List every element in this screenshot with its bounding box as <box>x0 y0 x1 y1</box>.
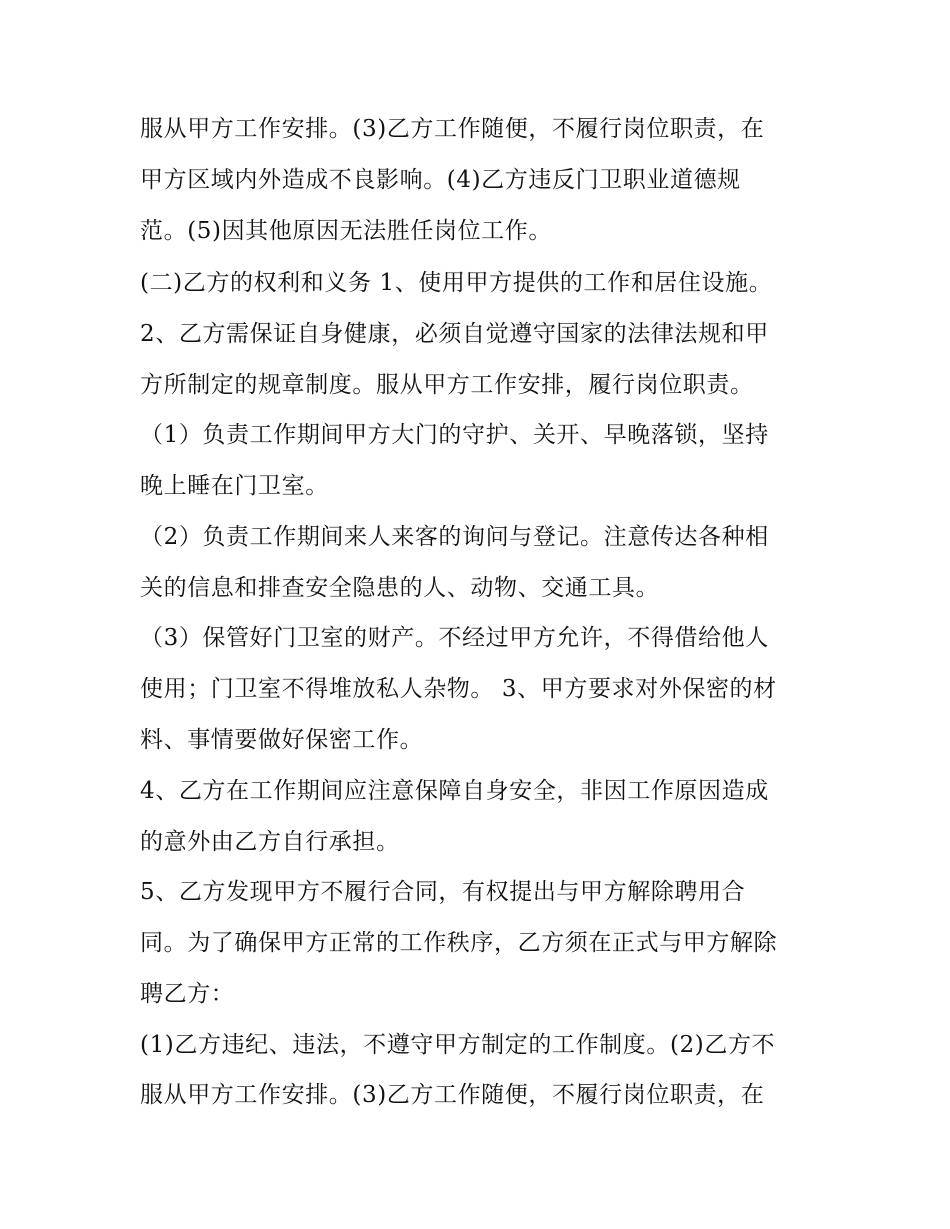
text-line: 使用；门卫室不得堆放私人杂物。 3、甲方要求对外保密的材 <box>140 676 777 702</box>
text-line: (二)乙方的权利和义务 1、使用甲方提供的工作和居住设施。 <box>140 270 773 296</box>
text-line: 服从甲方工作安排。(3)乙方工作随便，不履行岗位职责，在 <box>140 1082 765 1108</box>
text-line: （1）负责工作期间甲方大门的守护、关开、早晚落锁，坚持 <box>140 422 769 448</box>
text-line: 关的信息和排查安全隐患的人、动物、交通工具。 <box>140 575 660 601</box>
text-line: 同。为了确保甲方正常的工作秩序，乙方须在正式与甲方解除 <box>140 930 778 956</box>
text-line: 聘乙方： <box>140 981 235 1007</box>
text-line: 晚上睡在门卫室。 <box>140 473 329 499</box>
text-line: 方所制定的规章制度。服从甲方工作安排，履行岗位职责。 <box>140 372 754 398</box>
text-line: 2、乙方需保证自身健康，必须自觉遵守国家的法律法规和甲 <box>140 321 769 347</box>
text-line: 5、乙方发现甲方不履行合同，有权提出与甲方解除聘用合 <box>140 879 746 905</box>
text-line: 料、事情要做好保密工作。 <box>140 727 424 753</box>
text-line: 服从甲方工作安排。(3)乙方工作随便，不履行岗位职责，在 <box>140 116 765 142</box>
text-line: 4、乙方在工作期间应注意保障自身安全，非因工作原因造成 <box>140 778 769 804</box>
text-line: （2）负责工作期间来人来客的询问与登记。注意传达各种相 <box>140 524 769 550</box>
text-line: （3）保管好门卫室的财产。不经过甲方允许，不得借给他人 <box>140 625 769 651</box>
text-line: 范。(5)因其他原因无法胜任岗位工作。 <box>140 218 552 244</box>
text-line: (1)乙方违纪、违法，不遵守甲方制定的工作制度。(2)乙方不 <box>140 1032 776 1058</box>
text-line: 的意外由乙方自行承担。 <box>140 829 400 855</box>
text-line: 甲方区域内外造成不良影响。(4)乙方违反门卫职业道德规 <box>140 167 741 193</box>
